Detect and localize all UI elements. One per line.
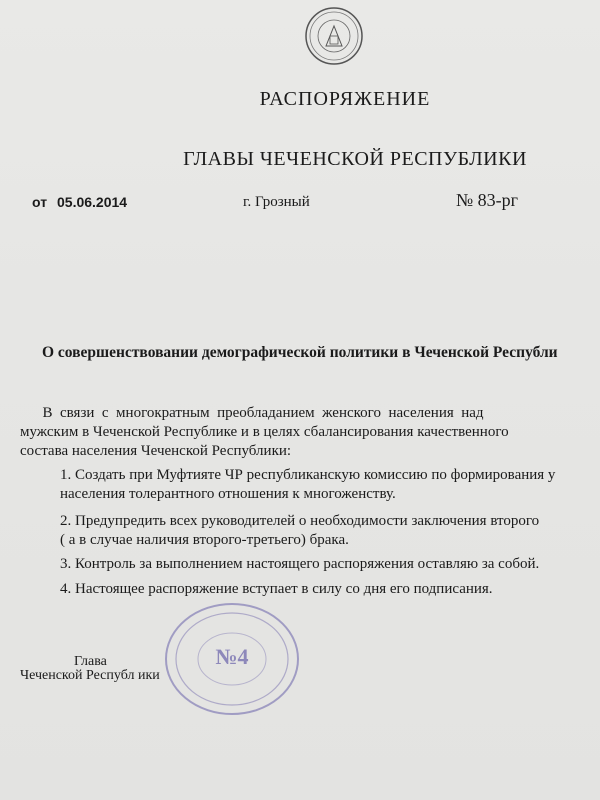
stamp-number: №4 bbox=[215, 644, 249, 669]
list-item-3 bbox=[60, 555, 539, 574]
list-item-line: 4. Настоящее распоряжение вступает в силу со дня его подписания. bbox=[60, 581, 493, 597]
list-item-line: ( а в случае наличия второго-третьего) брака. bbox=[60, 532, 349, 548]
document-subject: О совершенствовании демографической политики в Чеченской Республи bbox=[42, 344, 558, 361]
document-subtitle: ГЛАВЫ ЧЕЧЕНСКОЙ РЕСПУБЛИКИ bbox=[183, 148, 527, 170]
list-item-line: 2. Предупредить всех руководителей о необходимости заключения второго bbox=[60, 513, 540, 529]
document-number: № 83-рг bbox=[456, 190, 519, 210]
document-date: 05.06.2014 bbox=[57, 194, 128, 210]
preamble-line: состава населения Чеченской Республики: bbox=[20, 443, 292, 459]
list-item-line: 1. Создать при Муфтияте ЧР республиканскую комиссию по формирования у bbox=[60, 467, 556, 483]
list-item-line: населения толерантного отношения к многоженству. bbox=[60, 486, 396, 502]
signature-position: Глава bbox=[74, 654, 107, 669]
list-item-2 bbox=[60, 512, 539, 550]
date-prefix: от bbox=[32, 194, 48, 210]
preamble-line: мужским в Чеченской Республике и в целях сбалансирования качественного bbox=[20, 424, 509, 440]
list-item-line: 3. Контроль за выполнением настоящего распоряжения оставляю за собой. bbox=[60, 556, 540, 572]
list-item-1 bbox=[60, 466, 555, 504]
document-city: г. Грозный bbox=[243, 194, 310, 210]
official-stamp-icon bbox=[162, 600, 302, 718]
signature-org: Чеченской Республ ики bbox=[20, 668, 160, 683]
list-item-4 bbox=[60, 580, 493, 599]
emblem-seal-icon bbox=[304, 6, 364, 66]
preamble-line: В связи с многократным преобладанием женского населения над bbox=[20, 405, 484, 421]
document-title: РАСПОРЯЖЕНИЕ bbox=[259, 88, 431, 110]
preamble-paragraph bbox=[20, 404, 600, 461]
